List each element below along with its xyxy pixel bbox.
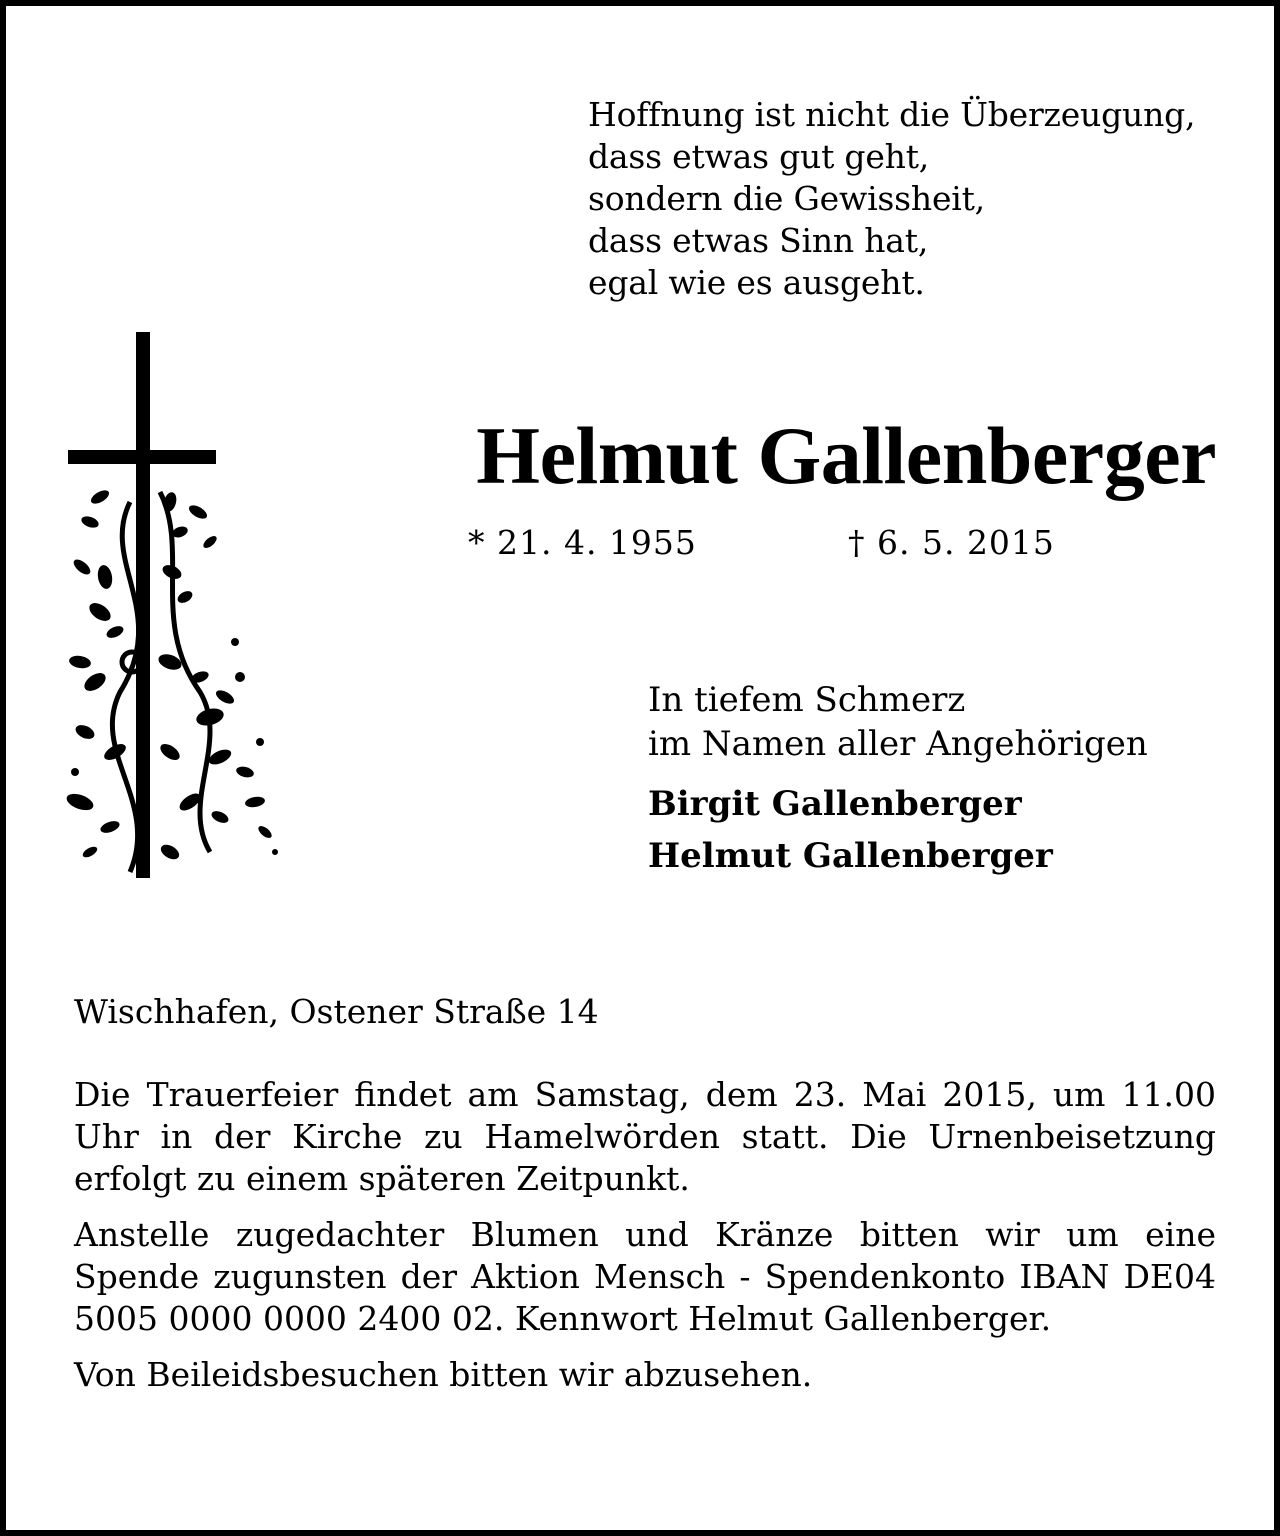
quote-line: dass etwas Sinn hat, — [588, 221, 929, 260]
mourner-name: Birgit Gallenberger — [648, 784, 1022, 824]
condolence-paragraph: Von Beileidsbesuchen bitten wir abzusehen. — [74, 1355, 813, 1394]
birth-date: * 21. 4. 1955 — [468, 523, 697, 562]
funeral-info-paragraph: Die Trauerfeier findet am Samstag, dem 23. Mai 2015, um 11.00 Uhr in der Kirche zu Hamelwörden statt. Die Urnenbeisetzung erfolgt zu einem späteren Zeitpunkt. — [74, 1075, 1216, 1198]
quote-line: dass etwas gut geht, — [588, 137, 930, 176]
notice-body — [74, 1074, 1216, 1410]
donation-paragraph: Anstelle zugedachter Blumen und Kränze bitten wir um eine Spende zugunsten der Aktion Mensch - Spendenkonto IBAN DE04 5005 0000 0000 2400 02. Kennwort Helmut Gallenberger. — [74, 1215, 1216, 1338]
memorial-quote — [588, 94, 1195, 304]
quote-line: egal wie es ausgeht. — [588, 263, 925, 302]
quote-line: Hoffnung ist nicht die Überzeugung, — [588, 95, 1196, 134]
mourners-intro-line: im Namen aller Angehörigen — [648, 724, 1148, 764]
mourners-intro-line: In tiefem Schmerz — [648, 680, 966, 720]
mourners-block — [648, 678, 1148, 882]
quote-line: sondern die Gewissheit, — [588, 179, 985, 218]
cross-with-ivy-icon — [60, 332, 290, 892]
death-date: † 6. 5. 2015 — [848, 523, 1055, 562]
deceased-name: Helmut Gallenberger — [476, 410, 1216, 501]
address-line: Wischhafen, Ostener Straße 14 — [74, 992, 599, 1031]
mourner-name: Helmut Gallenberger — [648, 836, 1053, 876]
mourners-names — [648, 778, 1148, 882]
